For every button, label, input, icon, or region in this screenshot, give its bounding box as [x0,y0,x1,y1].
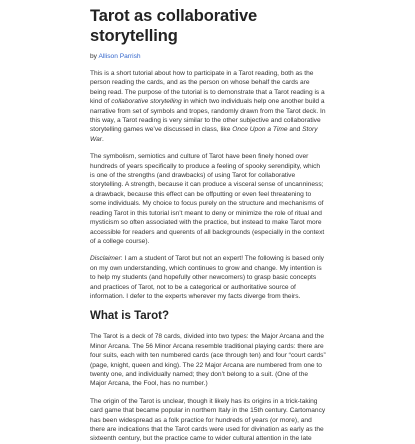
intro-emphasis-story-war: Story War [90,126,318,143]
origin-paragraph: The origin of the Tarot is unclear, though it likely has its origins in a trick-taking card game that became popular in northern Italy in the 15th century. Cartomancy has been widespread as a folk practice for hundreds of years (or more), and there are indications that the Tarot cards were used for divination as early as the sixteenth century, but the practice came to wider cultural attention in the late [90,397,326,443]
intro-text-1: This is a short tutorial about how to participate in a Tarot reading, both as the person reading the cards, and as the person on whose behalf the cards are being read. The purpose of the tutorial is to demonstrate that a Tarot reading is a kind of [90,70,325,106]
byline-prefix: by [90,53,99,60]
intro-text-4: . [101,135,104,143]
intro-emphasis-collaborative: collaborative storytelling [111,98,182,106]
article [90,6,326,444]
page-title: Tarot as collaborative storytelling [90,7,258,45]
intro-text-3: and [287,126,303,134]
intro-text-2: in which two individuals help one another build a narrative from set of symbols and tropes, randomly drawn from the Tarot deck. In this way, a Tarot reading is very similar to the other subjective and collaborative storytelling games we’ve discussed in class, like [90,98,326,134]
disclaimer-label: Disclaimer [90,255,121,263]
disclaimer-text: : I am a student of Tarot but not an expert! The following is based only on my own understanding, which continues to grow and change. My intention is to help my students (and hopefully other newcomers) to grasp basic concepts and practices of Tarot, not to be a categorical or authoritative source of information. I defer to the experts wherever my facts diverge from theirs. [90,255,324,300]
section-heading: What is Tarot? [90,310,170,323]
disclaimer-paragraph [90,254,326,301]
deck-paragraph: The Tarot is a deck of 78 cards, divided into two types: the Major Arcana and the Minor Arcana. The 56 Minor Arcana resemble traditional playing cards: there are four suits, each with ten numbered cards (ace through ten) and four “court cards” (page, knight, queen and king). The 22 Major Arcana are numbered from one to twenty one, and individually named; they don’t belong to a suit. (One of the Major Arcana, the Fool, has no number.) [90,333,326,388]
intro-paragraph [90,69,326,144]
intro-emphasis-once-upon: Once Upon a Time [232,126,288,134]
symbolism-paragraph: The symbolism, semiotics and culture of Tarot have been finely honed over hundreds of years specifically to produce a feeling of spooky serendipity, which is one of the strengths (and drawbacks) of using Tarot for collaborative storytelling. A strength, because it can produce a visceral sense of uncanniness; a drawback, because this effect can be offputting or even feel threatening to some individuals. My choice to focus purely on the structure and mechanisms of reading Tarot in this tutorial isn’t meant to deny or minimize the role of ritual and mysticism so often associated with the practice, but instead to make Tarot more accessible for readers and querents of all backgrounds (especially in the context of a college course). [90,153,325,245]
byline [90,52,326,61]
author-link[interactable]: Allison Parrish [98,53,141,60]
